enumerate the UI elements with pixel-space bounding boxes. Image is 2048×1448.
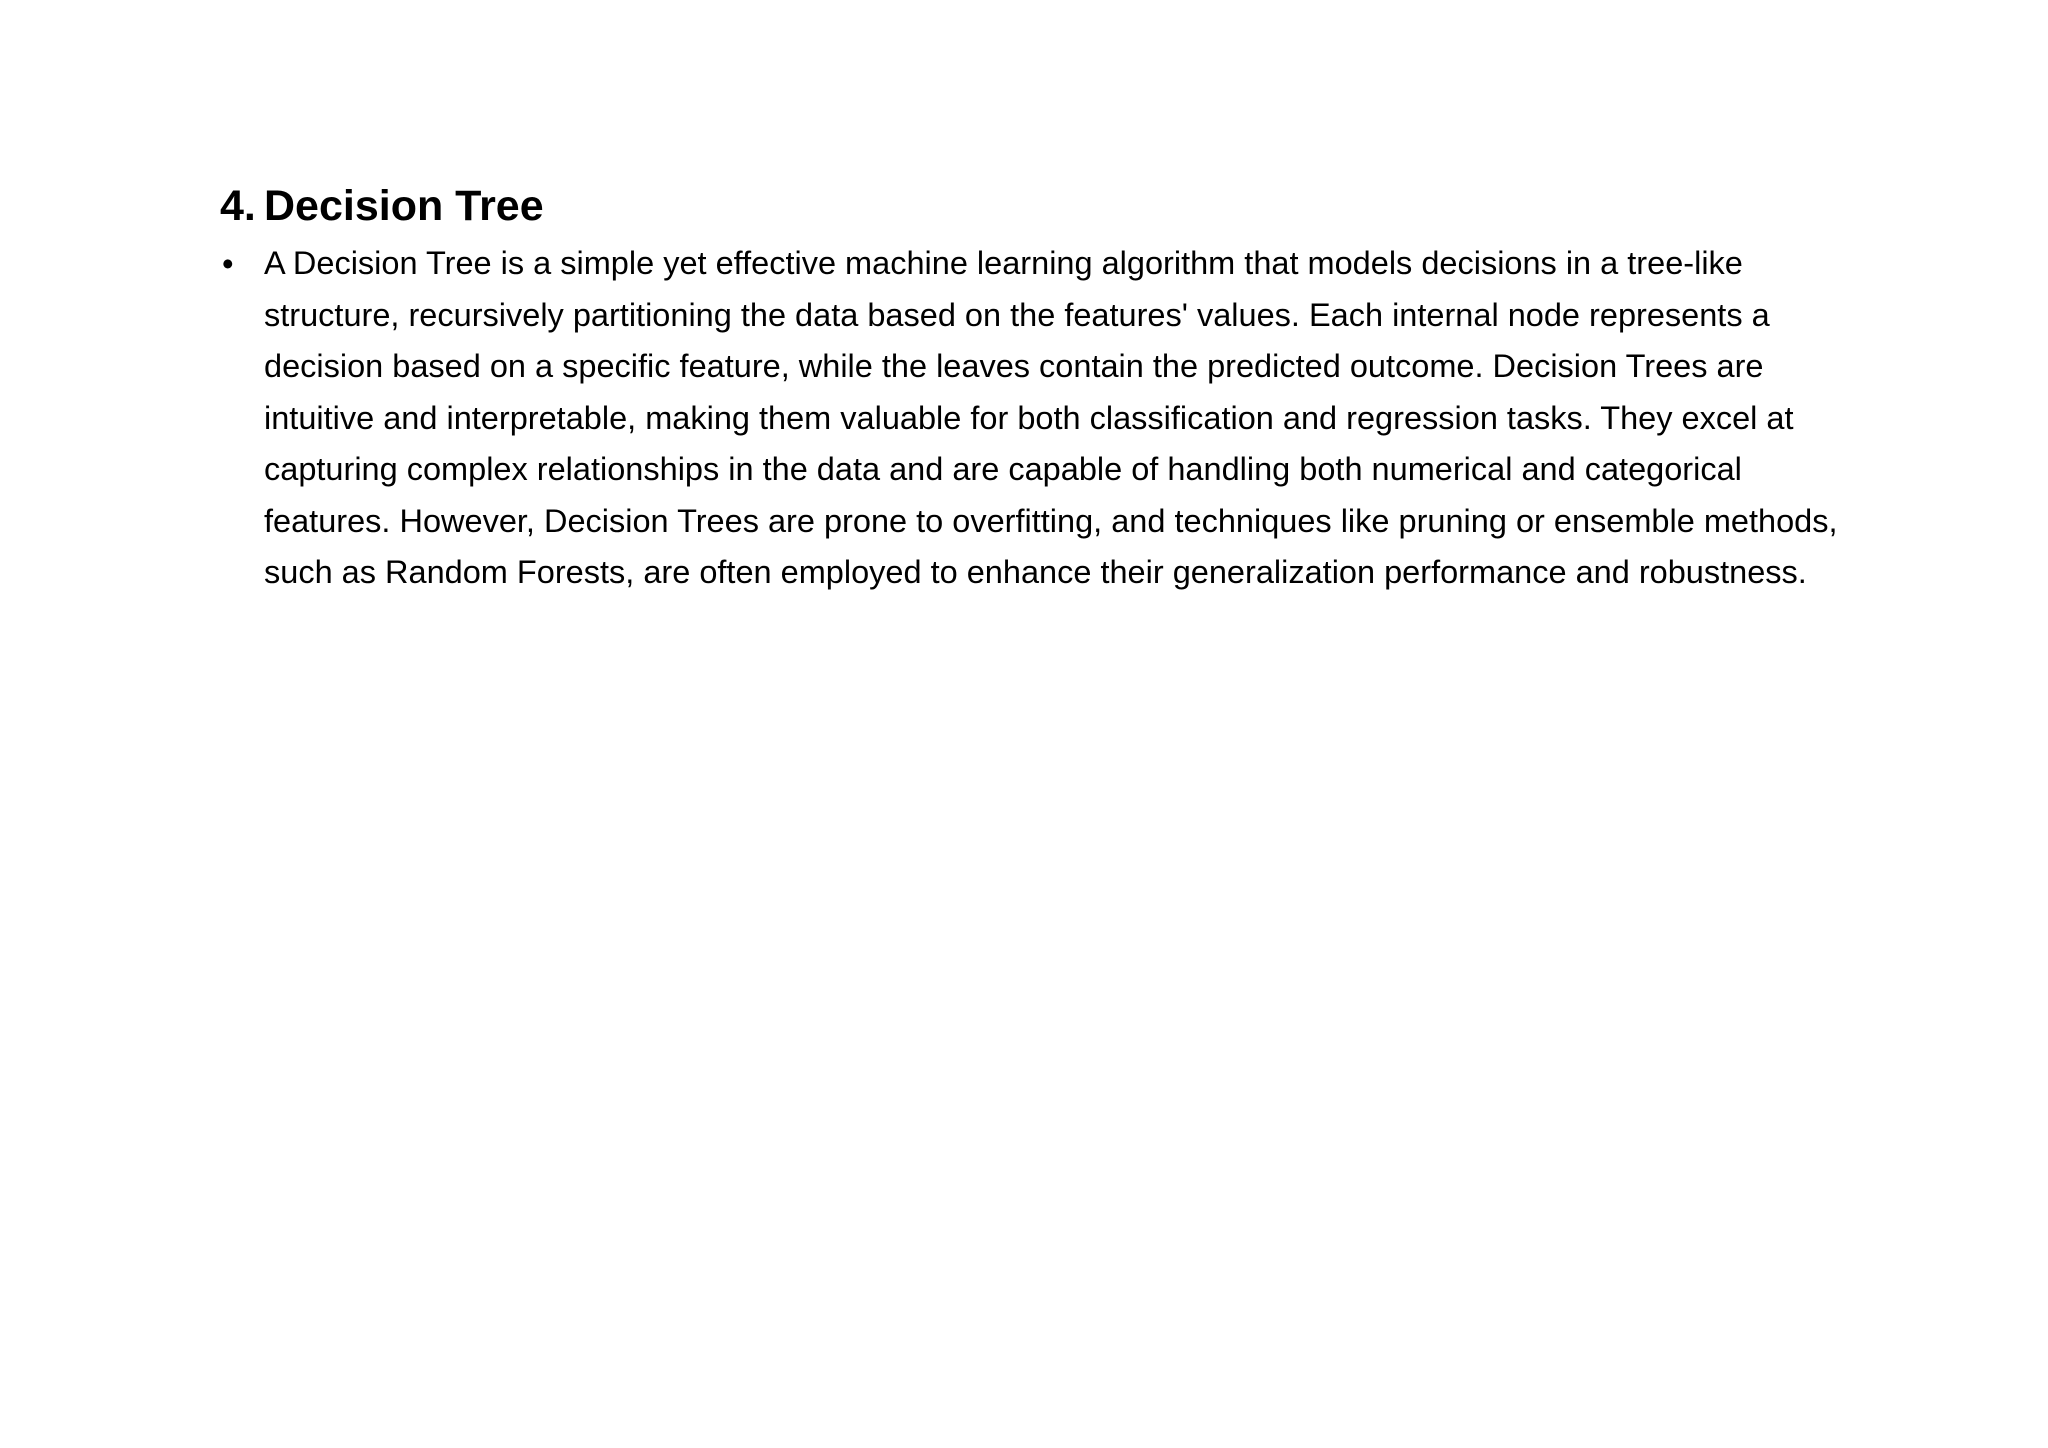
bullet-list — [220, 238, 1840, 599]
bullet-paragraph: A Decision Tree is a simple yet effective machine learning algorithm that models decisions in a tree-like structure, recursively partitioning the data based on the features' values. Each internal node represents a decision based on a specific feature, while the leaves contain the predicted outcome. Decision Trees are intuitive and interpretable, making them valuable for both classification and regression tasks. They excel at capturing complex relationships in the data and are capable of handling both numerical and categorical features. However, Decision Trees are prone to overfitting, and techniques like pruning or ensemble methods, such as Random Forests, are often employed to enhance their generalization performance and robustness. — [264, 245, 1838, 590]
section-heading — [220, 178, 1840, 234]
section-decision-tree — [220, 178, 1840, 599]
section-title: Decision Tree — [264, 182, 544, 230]
list-item — [220, 238, 1840, 599]
section-number: 4. — [220, 182, 256, 230]
bullet-icon: • — [222, 245, 234, 282]
